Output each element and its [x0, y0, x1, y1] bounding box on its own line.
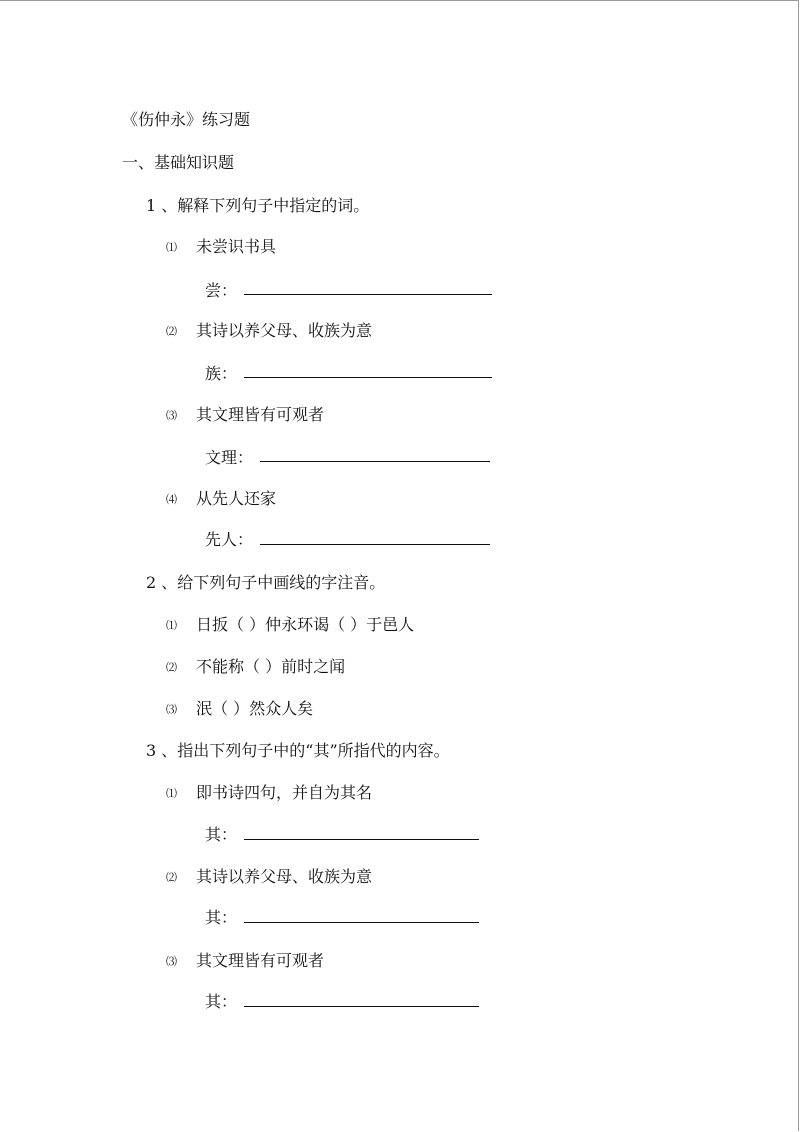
item-number: ⑵	[166, 661, 177, 674]
question-3-sentence: 其诗以养父母、收族为意	[196, 867, 373, 886]
answer-blank[interactable]	[260, 461, 490, 462]
answer-label: 先人：	[205, 530, 254, 549]
question-2-heading: 2 、给下列句子中画线的字注音。	[146, 573, 386, 592]
answer-label: 族：	[205, 364, 238, 383]
answer-label: 尝：	[205, 281, 238, 300]
question-1-heading: 1 、解释下列句子中指定的词。	[146, 196, 370, 215]
item-number: ⑴	[166, 241, 177, 254]
answer-label: 文理：	[205, 448, 254, 467]
question-2-item: 不能称（ ）前时之闻	[196, 657, 346, 676]
section-heading: 一、基础知识题	[122, 153, 235, 172]
item-number: ⑶	[166, 409, 177, 422]
question-3-heading: 3 、指出下列句子中的“其”所指代的内容。	[146, 741, 450, 760]
question-1-sentence: 其文理皆有可观者	[196, 405, 325, 424]
question-2-item: 泯（ ）然众人矣	[196, 699, 314, 718]
item-number: ⑷	[166, 493, 177, 506]
answer-label: 其：	[205, 908, 238, 927]
answer-blank[interactable]	[244, 377, 492, 378]
item-number: ⑴	[166, 787, 177, 800]
item-number: ⑵	[166, 325, 177, 338]
item-number: ⑶	[166, 955, 177, 968]
answer-label: 其：	[205, 992, 238, 1011]
answer-blank[interactable]	[244, 839, 479, 840]
item-number: ⑴	[166, 619, 177, 632]
item-number: ⑶	[166, 703, 177, 716]
question-2-item: 日扳（ ）仲永环谒（ ）于邑人	[196, 615, 415, 634]
question-1-sentence: 其诗以养父母、收族为意	[196, 321, 373, 340]
question-1-sentence: 未尝识书具	[196, 237, 277, 256]
answer-blank[interactable]	[244, 294, 492, 295]
answer-blank[interactable]	[244, 1006, 479, 1007]
answer-label: 其：	[205, 825, 238, 844]
item-number: ⑵	[166, 871, 177, 884]
answer-blank[interactable]	[244, 922, 479, 923]
question-1-sentence: 从先人还家	[196, 489, 277, 508]
question-3-sentence: 即书诗四句，并自为其名	[196, 783, 373, 802]
question-3-sentence: 其文理皆有可观者	[196, 951, 325, 970]
answer-blank[interactable]	[260, 544, 490, 545]
worksheet-title: 《伤仲永》练习题	[122, 110, 251, 129]
